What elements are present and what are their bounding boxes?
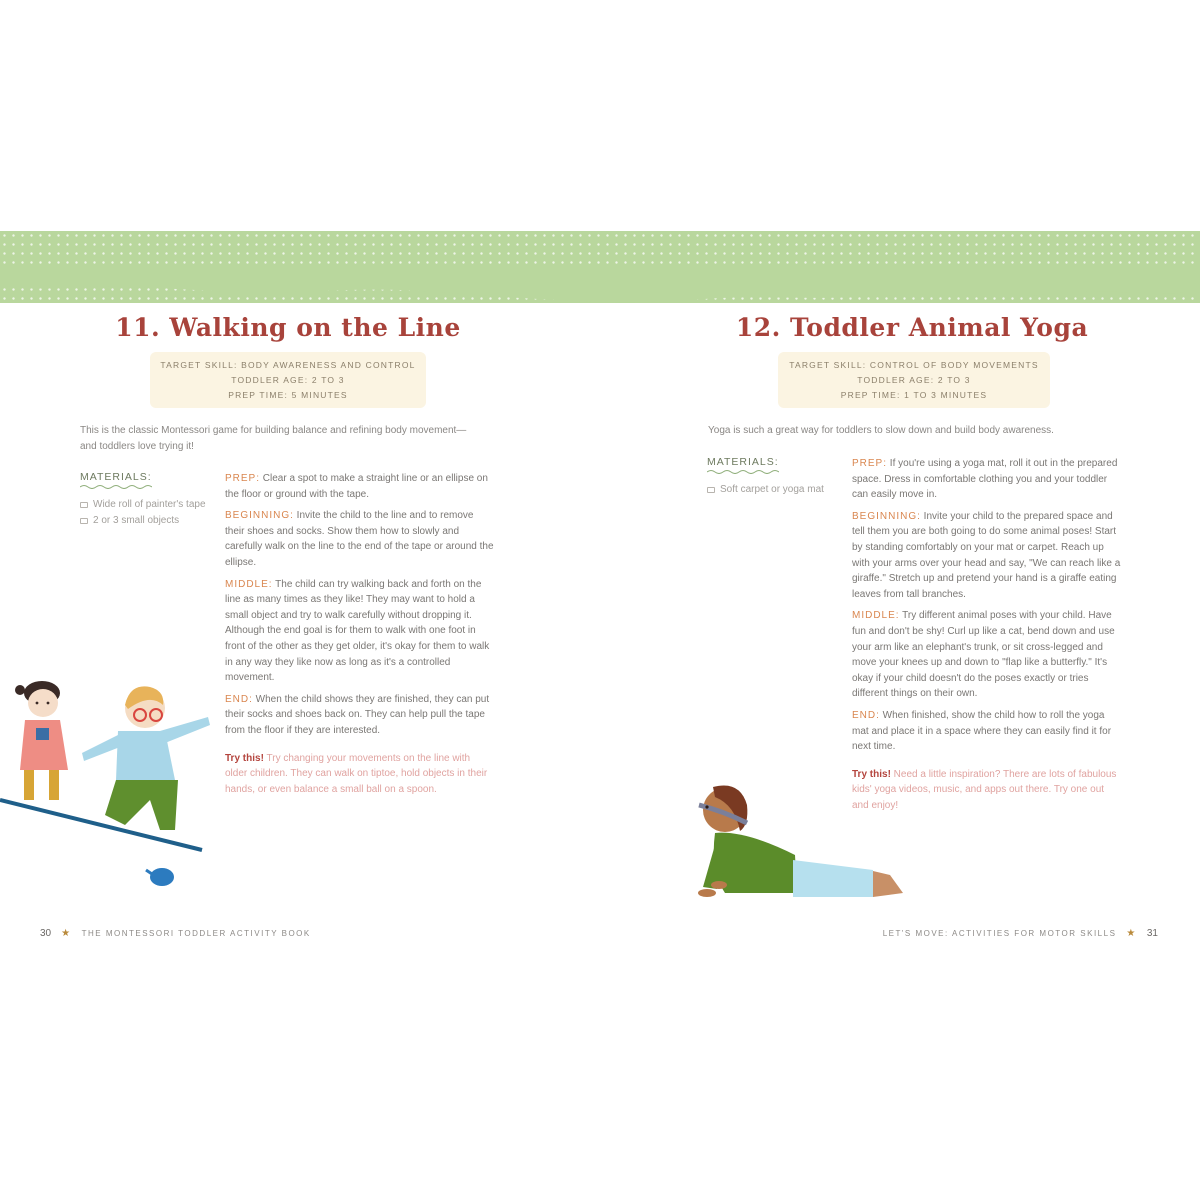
material-item: Wide roll of painter's tape <box>80 497 210 513</box>
activity-steps <box>852 456 1122 813</box>
try-this-tip: Try this! Need a little inspiration? There are lots of fabulous kids' yoga videos, music, and apps out there. Try one out and enjoy! <box>852 768 1117 811</box>
page-number: 31 <box>1146 928 1158 939</box>
step-prep: PREP: If you're using a yoga mat, roll it out in the prepared space. Dress in comfortable clothing you and your toddler can easily move in. <box>852 458 1118 501</box>
toddler-age: TODDLER AGE: 2 TO 3 <box>231 375 345 385</box>
step-beginning: BEGINNING: Invite the child to the line and to remove their shoes and socks. Show them how to slowly and carefully walk on the line to the end of the tape or around the ellipse. <box>225 510 494 568</box>
step-middle: MIDDLE: Try different animal poses with your child. Have fun and don't be shy! Curl up like a cat, bend down and use your arm like an elephant's trunk, or sit cross-legged and move your knees up and down to "flap like a butterfly." It's okay if your child doesn't do the poses exactly or tries different things on their own. <box>852 610 1115 700</box>
material-item: 2 or 3 small objects <box>80 513 210 529</box>
checkbox-icon <box>80 518 88 524</box>
activity-info-box <box>778 352 1050 408</box>
activity-title: 11. Walking on the Line <box>115 313 461 342</box>
step-middle: MIDDLE: The child can try walking back and forth on the line as many times as they like! They may want to hold a small object and try to walk carefully without dropping it. Although the end goal is for them to walk with one foot in front of the other as they get older, it's okay for them to walk in any way they like now as long as it's a controlled movement. <box>225 578 490 684</box>
checkbox-icon <box>80 502 88 508</box>
star-icon: ★ <box>61 928 72 939</box>
right-page <box>600 0 1200 1200</box>
materials-list <box>707 456 837 498</box>
prep-time: PREP TIME: 1 TO 3 MINUTES <box>840 390 988 400</box>
page-number: 30 <box>40 928 52 939</box>
step-end: END: When finished, show the child how to roll the yoga mat and place it in a space where they can easily find it for next time. <box>852 709 1112 753</box>
child-yoga-pose-illustration <box>685 775 915 920</box>
materials-heading: MATERIALS: <box>707 456 779 468</box>
squiggle-underline-icon <box>80 484 152 489</box>
activity-intro: This is the classic Montessori game for building balance and refining body movement—and toddlers love trying it! <box>80 425 467 452</box>
step-prep: PREP: Clear a spot to make a straight line or an ellipse on the floor or ground with the tape. <box>225 473 488 500</box>
checkbox-icon <box>707 487 715 493</box>
star-icon: ★ <box>1126 928 1137 939</box>
step-end: END: When the child shows they are finished, they can put their socks and shoes back on. They can help pull the tape from the floor if they are interested. <box>225 693 490 736</box>
materials-list <box>80 471 210 529</box>
page-footer <box>883 928 1158 939</box>
activity-steps <box>225 471 495 797</box>
squiggle-underline-icon <box>707 469 779 474</box>
target-skill: TARGET SKILL: BODY AWARENESS AND CONTROL <box>160 360 416 370</box>
page-footer <box>40 928 311 939</box>
step-beginning: BEGINNING: Invite your child to the prepared space and tell them you are both going to do some animal poses! Start by standing comfortably on your mat or carpet. Reach up with your arms over your head and say, "We can reach like a giraffe." Stretch up and pretend your hand is a giraffe eating leaves from tall branches. <box>852 510 1121 600</box>
material-item: Soft carpet or yoga mat <box>707 482 837 498</box>
prep-time: PREP TIME: 5 MINUTES <box>228 390 348 400</box>
two-children-walking-illustration <box>0 665 220 895</box>
target-skill: TARGET SKILL: CONTROL OF BODY MOVEMENTS <box>789 360 1039 370</box>
try-this-tip: Try this! Try changing your movements on the line with older children. They can walk on tiptoe, hold objects in their hands, or even balance a small ball on a spoon. <box>225 752 488 795</box>
running-title: LET'S MOVE: ACTIVITIES FOR MOTOR SKILLS <box>882 929 1117 938</box>
toddler-age: TODDLER AGE: 2 TO 3 <box>857 375 971 385</box>
activity-intro: Yoga is such a great way for toddlers to slow down and build body awareness. <box>708 425 1054 436</box>
running-title: THE MONTESSORI TODDLER ACTIVITY BOOK <box>81 929 311 938</box>
activity-title: 12. Toddler Animal Yoga <box>735 313 1089 342</box>
materials-heading: MATERIALS: <box>80 471 152 483</box>
activity-info-box <box>150 352 426 408</box>
